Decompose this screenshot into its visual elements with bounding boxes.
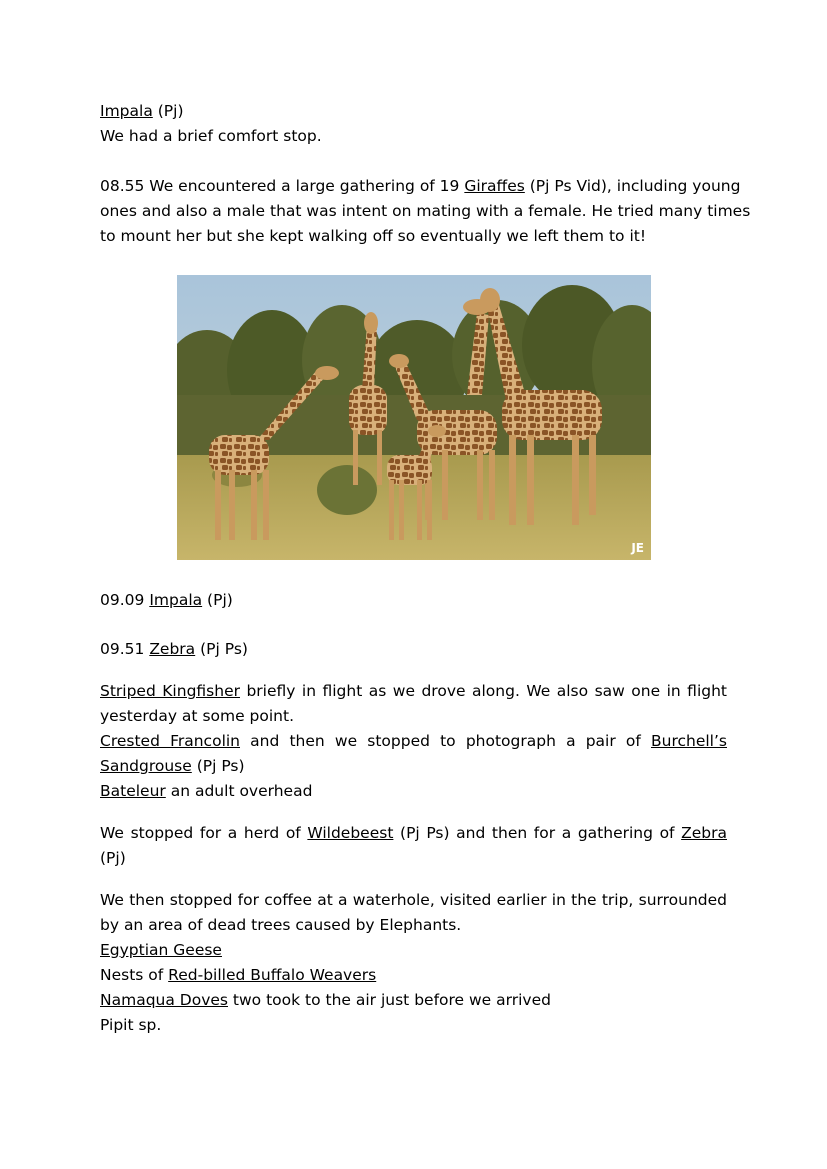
- text-segment: Pipit sp.: [100, 1016, 162, 1034]
- species-name: Egyptian Geese: [100, 941, 222, 959]
- species-name: Red-billed Buffalo Weavers: [168, 966, 377, 984]
- text-line: [100, 99, 727, 124]
- text-line: [100, 754, 727, 779]
- species-name: Burchell’s: [651, 732, 727, 750]
- text-line: [100, 679, 727, 704]
- text-segment: yesterday at some point.: [100, 707, 295, 725]
- text-segment: briefly in flight as we drove along. We also saw one in flight: [239, 682, 727, 700]
- text-line: [100, 174, 741, 199]
- text-line: [100, 779, 727, 804]
- species-name: Giraffes: [464, 177, 525, 195]
- text-line: [100, 888, 727, 913]
- text-segment: and then we stopped to photograph a pair of: [240, 732, 651, 750]
- text-segment: by an area of dead trees caused by Elephants.: [100, 916, 462, 934]
- text-line: [100, 637, 727, 662]
- text-line: [100, 846, 727, 871]
- text-segment: ones and also a male that was intent on mating with a female. He tried many times: [100, 202, 751, 220]
- text-segment: We stopped for a herd of: [100, 824, 308, 842]
- species-name: Striped Kingfisher: [100, 682, 240, 700]
- species-name: Wildebeest: [307, 824, 394, 842]
- text-line: [100, 588, 727, 613]
- text-segment: We then stopped for coffee at a waterhole, visited earlier in the trip, surrounded: [100, 891, 727, 909]
- text-segment: 08.55 We encountered a large gathering of 19: [100, 177, 465, 195]
- text-segment: We had a brief comfort stop.: [100, 127, 322, 145]
- species-name: Namaqua Doves: [100, 991, 228, 1009]
- text-segment: two took to the air just before we arrived: [227, 991, 551, 1009]
- species-name: Impala: [100, 102, 153, 120]
- text-segment: 09.51: [100, 640, 150, 658]
- text-line: [100, 963, 727, 988]
- text-line: [100, 913, 727, 938]
- text-line: [100, 988, 727, 1013]
- text-segment: (Pj Ps): [191, 757, 245, 775]
- text-segment: (Pj): [100, 849, 126, 867]
- species-name: Impala: [149, 591, 203, 609]
- text-segment: an adult overhead: [165, 782, 313, 800]
- text-line: [100, 1013, 727, 1038]
- species-name: Bateleur: [100, 782, 166, 800]
- species-name: Crested Francolin: [100, 732, 240, 750]
- text-segment: 09.09: [100, 591, 150, 609]
- text-segment: Nests of: [100, 966, 169, 984]
- species-name: Zebra: [681, 824, 727, 842]
- text-line: [100, 224, 727, 249]
- text-segment: (Pj): [202, 591, 233, 609]
- text-segment: (Pj Ps Vid), including young: [524, 177, 741, 195]
- text-line: [100, 704, 727, 729]
- text-line: [100, 199, 751, 224]
- text-line: [100, 729, 727, 754]
- text-segment: to mount her but she kept walking off so eventually we left them to it!: [100, 227, 647, 245]
- text-segment: (Pj Ps) and then for a gathering of: [393, 824, 682, 842]
- text-segment: (Pj): [152, 102, 184, 120]
- text-line: [100, 938, 727, 963]
- text-segment: (Pj Ps): [195, 640, 248, 658]
- text-line: [100, 124, 727, 149]
- giraffes-photo: [177, 275, 651, 560]
- text-line: [100, 821, 727, 846]
- species-name: Sandgrouse: [100, 757, 192, 775]
- species-name: Zebra: [149, 640, 196, 658]
- photo-credit: JE: [631, 541, 644, 555]
